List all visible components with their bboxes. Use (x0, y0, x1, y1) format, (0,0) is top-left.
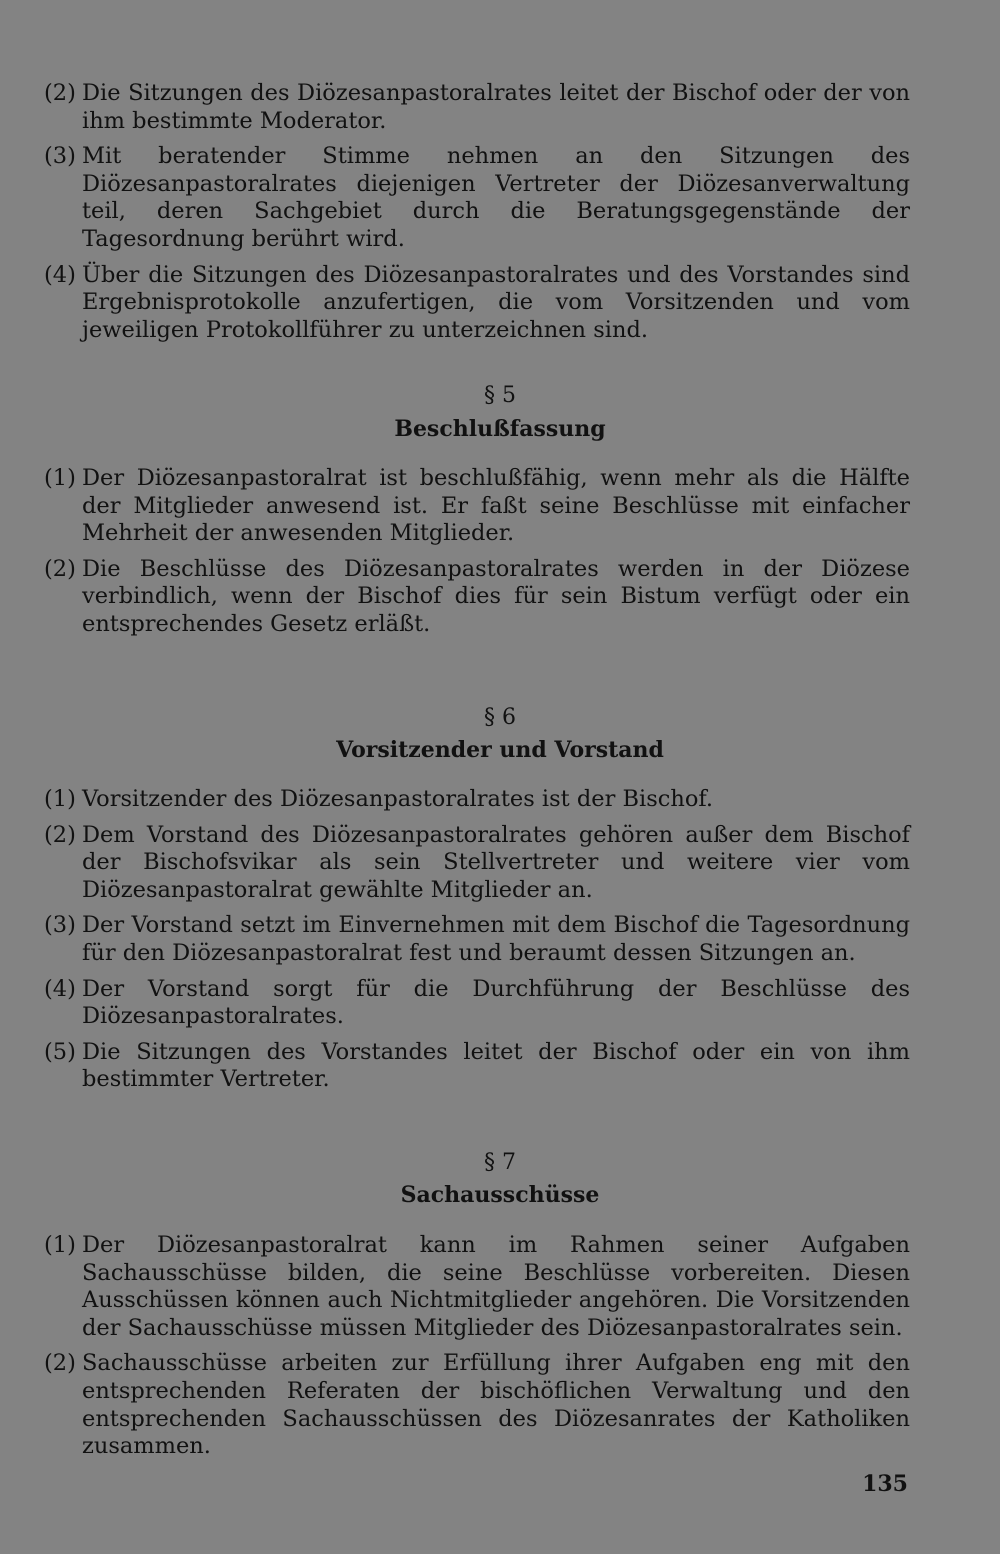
paragraph-text: Der Diözesanpastoralrat ist beschlußfähig, wenn mehr als die Hälfte der Mitglieder anwesend ist. Er faßt seine Beschlüsse mit einfacher Mehrheit der anwesenden Mitglieder. (82, 465, 910, 547)
paragraph-text: Der Diözesanpastoralrat kann im Rahmen seiner Aufgaben Sachausschüsse bilden, die seine Beschlüsse vorbereiten. Diesen Ausschüssen können auch Nichtmitglieder angehören. Die Vorsitzenden der Sachausschüsse müssen Mitglieder des Diözesanpastoralrates sein. (82, 1232, 910, 1341)
paragraph (44, 143, 910, 253)
paragraph-number: (1) (44, 465, 76, 491)
intro-paragraphs (44, 80, 910, 352)
section-6-paragraphs (44, 786, 910, 1102)
paragraph-text: Vorsitzender des Diözesanpastoralrates ist der Bischof. (82, 786, 714, 812)
paragraph (44, 1039, 910, 1094)
paragraph (44, 786, 910, 814)
paragraph-number: (3) (44, 912, 76, 939)
paragraph-text: Dem Vorstand des Diözesanpastoralrates gehören außer dem Bischof der Bischofsvikar als sein Stellvertreter und weitere vier vom Diözesanpastoralrat gewählte Mitglieder an. (82, 821, 910, 903)
paragraph-number: (5) (44, 1038, 76, 1065)
paragraph-text: Über die Sitzungen des Diözesanpastoralrates und des Vorstandes sind Ergebnisprotokolle anzufertigen, die vom Vorsitzenden und vom jeweiligen Protokollführer zu unterzeichnen sind. (82, 261, 910, 343)
paragraph (44, 912, 910, 967)
section-7-paragraphs (44, 1232, 910, 1469)
paragraph-number: (2) (44, 80, 76, 106)
section-number: § 7 (484, 1150, 516, 1175)
section-number: § 5 (484, 383, 516, 408)
paragraph (44, 1232, 910, 1342)
paragraph-text: Mit beratender Stimme nehmen an den Sitzungen des Diözesanpastoralrates diejenigen Vertreter der Diözesanverwaltung teil, deren Sachgebiet durch die Beratungsgegenstände der Tagesordnung berührt wird. (82, 143, 910, 252)
paragraph (44, 1350, 910, 1460)
paragraph-number: (4) (44, 975, 76, 1002)
paragraph-number: (4) (44, 261, 76, 288)
paragraph-number: (3) (44, 143, 76, 170)
section-5-paragraphs (44, 465, 910, 647)
paragraph (44, 80, 910, 135)
paragraph-number: (1) (44, 786, 76, 812)
section-title: Sachausschüsse (400, 1182, 600, 1208)
paragraph (44, 556, 910, 639)
paragraph-text: Der Vorstand sorgt für die Durchführung der Beschlüsse des Diözesanpastoralrates. (82, 975, 910, 1030)
paragraph (44, 822, 910, 905)
paragraph-text: Die Beschlüsse des Diözesanpastoralrates werden in der Diözese verbindlich, wenn der Bischof dies für sein Bistum verfügt oder ein entsprechendes Gesetz erläßt. (82, 555, 910, 637)
paragraph-number: (1) (44, 1232, 76, 1258)
section-number: § 6 (484, 705, 516, 730)
paragraph-text: Sachausschüsse arbeiten zur Erfüllung ihrer Aufgaben eng mit den entsprechenden Referaten der bischöflichen Verwaltung und den entsprechenden Sachausschüssen des Diözesanrates der Katholiken zusammen. (82, 1350, 910, 1460)
paragraph (44, 262, 910, 345)
paragraph (44, 465, 910, 548)
page-number: 135 (862, 1471, 908, 1497)
paragraph (44, 976, 910, 1031)
section-title: Vorsitzender und Vorstand (336, 737, 664, 763)
paragraph-text: Die Sitzungen des Diözesanpastoralrates leitet der Bischof oder der von ihm bestimmte Moderator. (82, 80, 910, 134)
paragraph-number: (2) (44, 1350, 76, 1377)
paragraph-text: Die Sitzungen des Vorstandes leitet der Bischof oder ein von ihm bestimmter Vertreter. (82, 1038, 910, 1093)
paragraph-text: Der Vorstand setzt im Einvernehmen mit dem Bischof die Tagesordnung für den Diözesanpastoralrat fest und beraumt dessen Sitzungen an. (82, 912, 910, 966)
paragraph-number: (2) (44, 555, 76, 582)
paragraph-number: (2) (44, 821, 76, 848)
section-title: Beschlußfassung (394, 416, 606, 442)
